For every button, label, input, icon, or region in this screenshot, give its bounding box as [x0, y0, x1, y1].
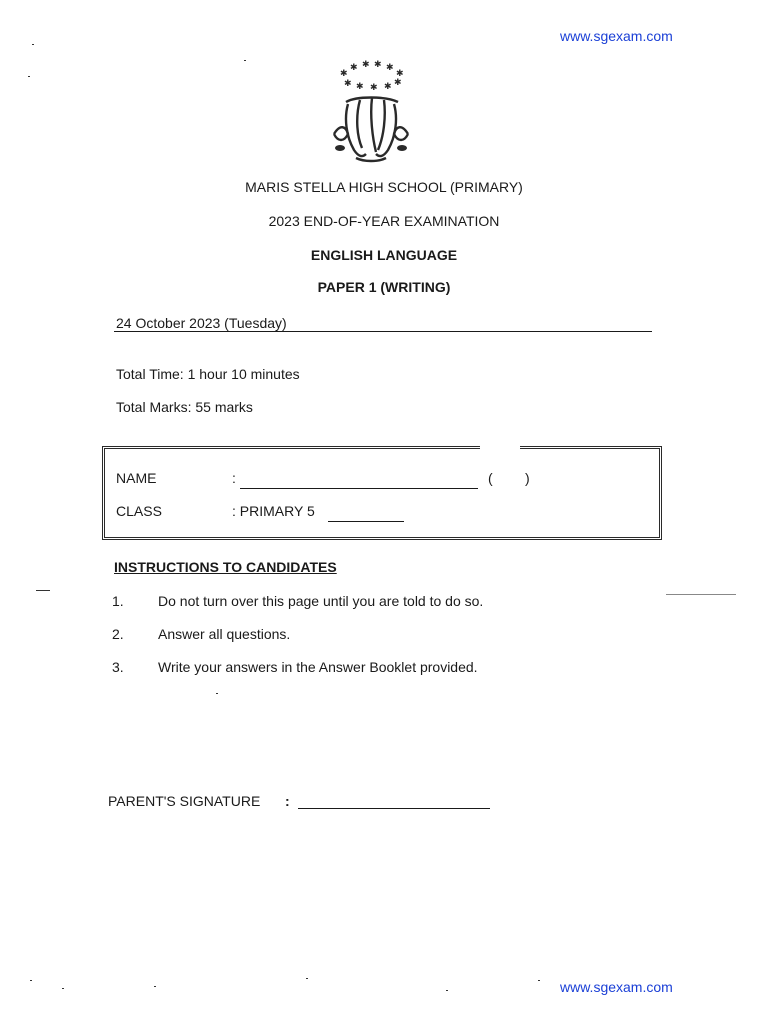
- scan-speck: [154, 986, 156, 987]
- school-name: MARIS STELLA HIGH SCHOOL (PRIMARY): [245, 179, 523, 195]
- svg-text:✱: ✱: [394, 77, 402, 87]
- svg-text:✱: ✱: [386, 62, 394, 72]
- svg-text:✱: ✱: [396, 68, 404, 78]
- instruction-text: Do not turn over this page until you are told to do so.: [158, 593, 484, 609]
- svg-text:✱: ✱: [340, 68, 348, 78]
- scan-speck: [30, 980, 32, 981]
- svg-text:✱: ✱: [356, 81, 364, 91]
- instructions-heading: INSTRUCTIONS TO CANDIDATES: [114, 559, 337, 575]
- class-field[interactable]: [328, 521, 404, 522]
- scan-speck: [244, 60, 246, 61]
- instruction-text: Answer all questions.: [158, 626, 291, 642]
- box-border-gap: [480, 443, 520, 451]
- class-label: CLASS: [116, 503, 162, 519]
- svg-text:✱: ✱: [374, 59, 382, 69]
- svg-text:✱: ✱: [362, 59, 370, 69]
- instruction-number: 3.: [112, 659, 124, 675]
- scan-speck: [538, 980, 540, 981]
- index-open-bracket: (: [488, 470, 493, 486]
- signature-field[interactable]: [298, 808, 490, 809]
- svg-text:✱: ✱: [370, 82, 378, 92]
- scan-speck: [666, 594, 736, 595]
- subject-title: ENGLISH LANGUAGE: [310, 247, 458, 263]
- svg-text:✱: ✱: [350, 62, 358, 72]
- scan-speck: [216, 693, 218, 694]
- name-label: NAME: [116, 470, 157, 486]
- name-field[interactable]: [240, 488, 478, 489]
- instruction-text: Write your answers in the Answer Booklet provided.: [158, 659, 478, 675]
- exam-date: 24 October 2023 (Tuesday): [116, 315, 287, 331]
- paper-title: PAPER 1 (WRITING): [317, 279, 451, 295]
- scan-speck: [306, 978, 308, 979]
- candidate-details-box: [102, 446, 662, 540]
- name-colon: :: [232, 470, 236, 486]
- instruction-number: 1.: [112, 593, 124, 609]
- website-link-bottom[interactable]: www.sgexam.com: [560, 979, 673, 995]
- svg-text:✱: ✱: [344, 78, 352, 88]
- scan-speck: [28, 76, 30, 77]
- index-close-bracket: ): [525, 470, 530, 486]
- school-crest-icon: [326, 56, 416, 166]
- signature-colon: :: [285, 793, 290, 809]
- scan-speck: [62, 988, 64, 989]
- total-time: Total Time: 1 hour 10 minutes: [116, 366, 300, 382]
- exam-title: 2023 END-OF-YEAR EXAMINATION: [268, 213, 500, 229]
- website-link-top[interactable]: www.sgexam.com: [560, 28, 673, 44]
- scan-speck: [446, 990, 448, 991]
- total-marks: Total Marks: 55 marks: [116, 399, 253, 415]
- svg-text:✱: ✱: [384, 81, 392, 91]
- instruction-number: 2.: [112, 626, 124, 642]
- signature-label: PARENT'S SIGNATURE: [108, 793, 261, 809]
- date-underline: [114, 331, 652, 332]
- scan-speck: [36, 590, 50, 591]
- scan-speck: [32, 44, 34, 45]
- class-value: : PRIMARY 5: [232, 503, 315, 519]
